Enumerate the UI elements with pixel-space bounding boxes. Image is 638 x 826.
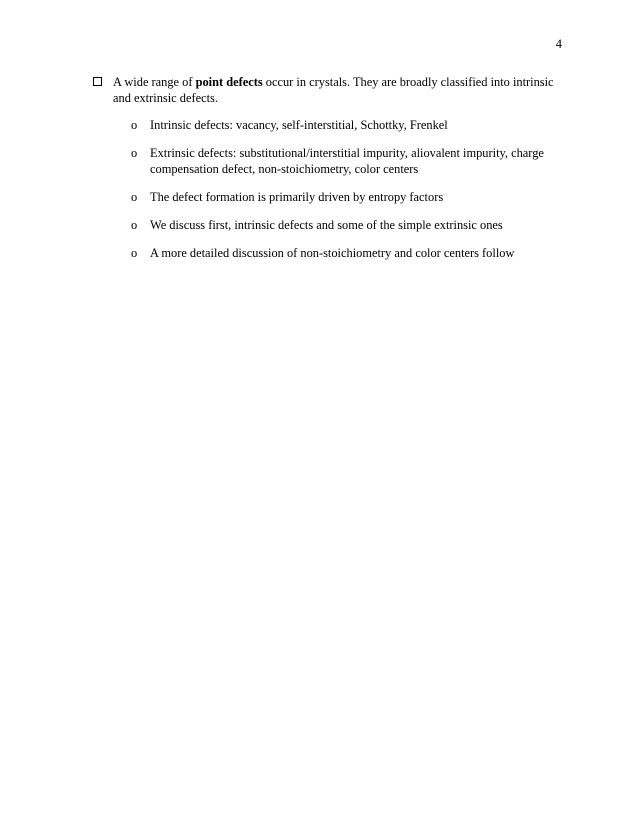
main-bullet-item <box>93 74 563 106</box>
sub-bullet-item <box>131 217 561 233</box>
main-text-prefix: A wide range of <box>113 75 196 89</box>
sub-bullet-item <box>131 145 561 177</box>
main-text-bold-term: point defects <box>195 75 263 89</box>
sub-bullet-text: The defect formation is primarily driven by entropy factors <box>150 190 444 204</box>
sub-bullet-text: A more detailed discussion of non-stoichiometry and color centers follow <box>150 246 515 260</box>
circle-bullet-icon: o <box>131 218 138 232</box>
circle-bullet-icon: o <box>131 118 138 132</box>
sub-bullet-item <box>131 117 561 133</box>
sub-bullet-text: Intrinsic defects: vacancy, self-interstitial, Schottky, Frenkel <box>150 118 448 132</box>
checkbox-bullet-icon <box>93 77 102 86</box>
sub-bullet-item <box>131 189 561 205</box>
main-bullet-text <box>113 74 563 106</box>
circle-bullet-icon: o <box>131 246 138 260</box>
circle-bullet-icon: o <box>131 190 138 204</box>
sub-bullet-item <box>131 245 561 261</box>
sub-bullet-text: We discuss first, intrinsic defects and some of the simple extrinsic ones <box>150 218 503 232</box>
sub-bullet-list <box>131 117 561 273</box>
main-text-suffix: occur in crystals. They are broadly classified into intrinsic and extrinsic defects. <box>113 75 554 105</box>
sub-bullet-text: Extrinsic defects: substitutional/interstitial impurity, aliovalent impurity, charge compensation defect, non-stoichiometry, color centers <box>150 146 544 176</box>
circle-bullet-icon: o <box>131 146 138 160</box>
page-number: 4 <box>555 37 562 51</box>
